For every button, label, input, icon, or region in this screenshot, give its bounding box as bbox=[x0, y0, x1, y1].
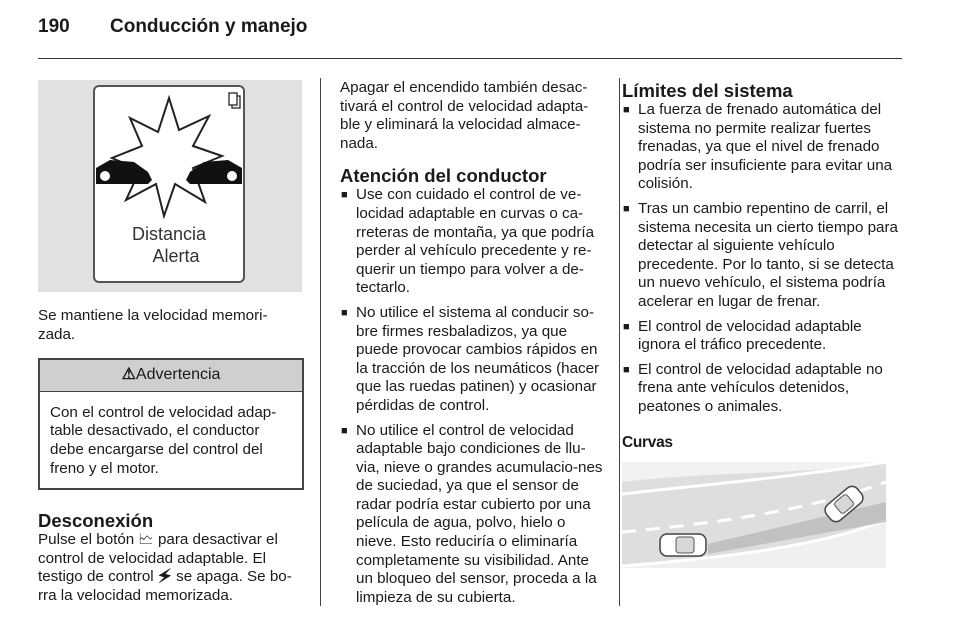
list-item: ■ El control de velocidad adaptable no frena ante vehículos detenidos, peatones o animales. bbox=[622, 361, 904, 417]
warning-triangle-icon: ⚠ bbox=[121, 366, 136, 384]
list-item: ■ No utilice el control de velocidad adaptable bajo condiciones de llu-via, nieve o grandes acumulacio-nes de suciedad, ya que el sensor de radar podría estar cubierto por una película de agua, polvo, hielo o nieve. Esto reduciría o eliminaría completamente su visibilidad. Ante un bloqueo del sensor, proceda a la limpieza de su cubierta. bbox=[340, 422, 604, 608]
warning-header bbox=[40, 360, 302, 392]
figure-label-distance: Distancia bbox=[131, 224, 207, 244]
section-heading-desconexion: Desconexión bbox=[38, 510, 154, 532]
list-item: ■ Use con cuidado el control de ve-locidad adaptable en curvas o ca-rreteras de montaña, ya que podría perder al vehículo precedente y re-querir un tiempo para volver a de-tectarlo. bbox=[340, 186, 604, 298]
front-car-icon bbox=[660, 534, 706, 556]
list-item: ■ No utilice el sistema al conducir so-bre firmes resbaladizos, ya que puede provocar cambios rápidos en la tracción de los neumáticos (hacer que las ruedas patinen) y ocasionar pérdidas de control. bbox=[340, 304, 604, 416]
column-left bbox=[38, 80, 304, 606]
column-divider-right bbox=[619, 78, 620, 606]
figure-label-alert: Alerta bbox=[152, 246, 200, 266]
limites-list bbox=[622, 101, 904, 417]
page-header bbox=[38, 16, 307, 38]
distance-alert-figure bbox=[38, 80, 302, 292]
column-divider-left bbox=[320, 78, 321, 606]
page-title: Conducción y manejo bbox=[110, 16, 308, 37]
curve-road-figure bbox=[622, 462, 886, 568]
section-heading-atencion: Atención del conductor bbox=[340, 165, 547, 187]
list-item: ■ Tras un cambio repentino de carril, el sistema necesita un cierto tiempo para detectar al siguiente vehículo precedente. Por lo tanto, si se detecta un nuevo vehículo, el sistema podría acelerar en lugar de frenar. bbox=[622, 200, 904, 312]
column-right bbox=[622, 80, 904, 568]
subheading-curvas: Curvas bbox=[622, 433, 673, 451]
section-heading-limites: Límites del sistema bbox=[622, 80, 793, 101]
warning-box bbox=[38, 358, 304, 490]
list-item: ■ El control de velocidad adaptable ignora el tráfico precedente. bbox=[622, 318, 904, 355]
curve-road-illustration bbox=[622, 462, 886, 568]
speed-memorized-text: Se mantiene la velocidad memori-zada. bbox=[38, 307, 268, 343]
section-text-desconexion: Pulse el botón 🗠 para desactivar el control de velocidad adaptable. El testigo de control 🗲 se apaga. Se bo-rra la velocidad memorizada. bbox=[38, 531, 292, 604]
ignition-off-text: Apagar el encendido también desac-tivará el control de velocidad adapta-ble y eliminará la velocidad almace-nada. bbox=[340, 79, 589, 152]
warning-title: Advertencia bbox=[135, 366, 221, 384]
warning-body: Con el control de velocidad adap-table desactivado, el conductor debe encargarse del control del freno y el motor. bbox=[50, 403, 277, 477]
page-number: 190 bbox=[38, 16, 70, 37]
column-middle bbox=[340, 79, 604, 613]
distance-alert-display-icon bbox=[38, 80, 302, 292]
list-item: ■ La fuerza de frenado automática del sistema no permite realizar fuertes frenadas, ya que el nivel de frenado podría ser insuficiente para evitar una colisión. bbox=[622, 101, 904, 194]
atencion-list bbox=[340, 186, 604, 607]
header-rule bbox=[38, 58, 902, 59]
